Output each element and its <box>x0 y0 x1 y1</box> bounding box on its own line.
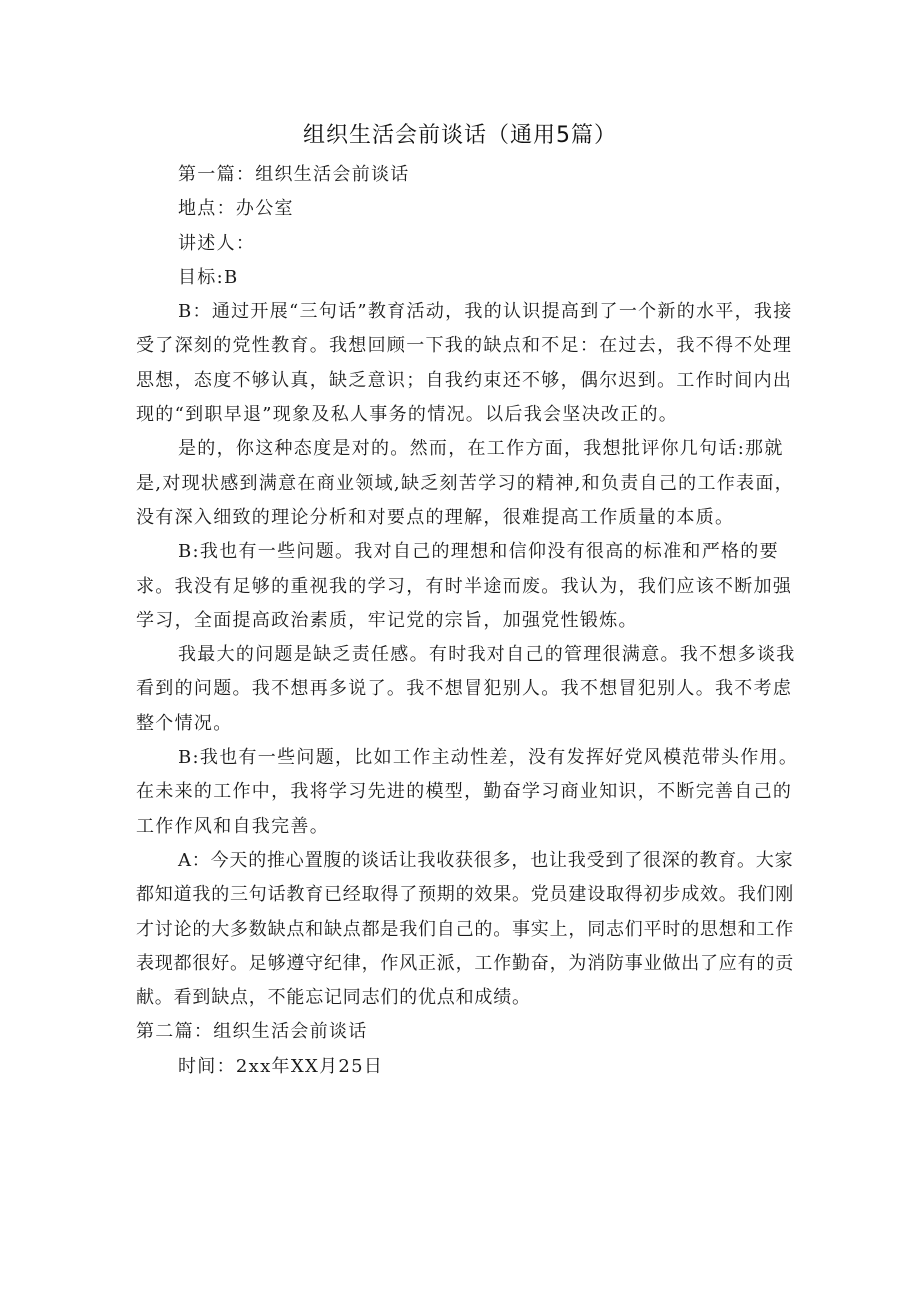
section-heading-1: 第一篇：组织生活会前谈话 <box>178 164 410 185</box>
time-line: 时间：2xx年XX月25日 <box>178 1055 384 1077</box>
document-body <box>136 158 800 1084</box>
paragraph: 是的，你这种态度是对的。然而，在工作方面，我想批评你几句话:那就是,对现状感到满意在商业领域,缺乏刻苦学习的精神,和负责自己的工作表面，没有深入细致的理论分析和对要点的理解，很难提高工作质量的本质。 <box>136 438 794 528</box>
paragraph: B:我也有一些问题。我对自己的理想和信仰没有很高的标准和严格的要求。我没有足够的重视我的学习，有时半途而废。我认为，我们应该不断加强学习，全面提高政治素质，牢记党的宗旨，加强党性锻炼。 <box>136 541 793 631</box>
target-line: 目标:B <box>178 266 239 288</box>
document-title: 组织生活会前谈话（通用5篇） <box>303 123 617 148</box>
section-heading-2: 第二篇：组织生活会前谈话 <box>136 1021 368 1043</box>
paragraph: B：通过开展“三句话”教育活动，我的认识提高到了一个新的水平，我接受了深刻的党性教育。我想回顾一下我的缺点和不足：在过去，我不得不处理思想，态度不够认真，缺乏意识；自我约束还不够，偶尔迟到。工作时间内出现的“到职早退”现象及私人事务的情况。以后我会坚决改正的。 <box>136 301 793 426</box>
paragraph: 我最大的问题是缺乏责任感。有时我对自己的管理很满意。我不想多谈我看到的问题。我不想再多说了。我不想冒犯别人。我不想冒犯别人。我不考虑整个情况。 <box>136 644 796 734</box>
speaker-line: 讲述人： <box>178 232 256 254</box>
paragraph: A：今天的推心置腹的谈话让我收获很多，也让我受到了很深的教育。大家都知道我的三句话教育已经取得了预期的效果。党员建设取得初步成效。我们刚才讨论的大多数缺点和缺点都是我们自己的。事实上，同志们平时的思想和工作表现都很好。足够遵守纪律，作风正派，工作勤奋，为消防事业做出了应有的贡献。看到缺点，不能忘记同志们的优点和成绩。 <box>136 849 794 1009</box>
location-line: 地点：办公室 <box>178 198 294 220</box>
paragraph: B:我也有一些问题，比如工作主动性差，没有发挥好党风模范带头作用。在未来的工作中，我将学习先进的模型，勤奋学习商业知识，不断完善自己的工作作风和自我完善。 <box>136 747 799 837</box>
